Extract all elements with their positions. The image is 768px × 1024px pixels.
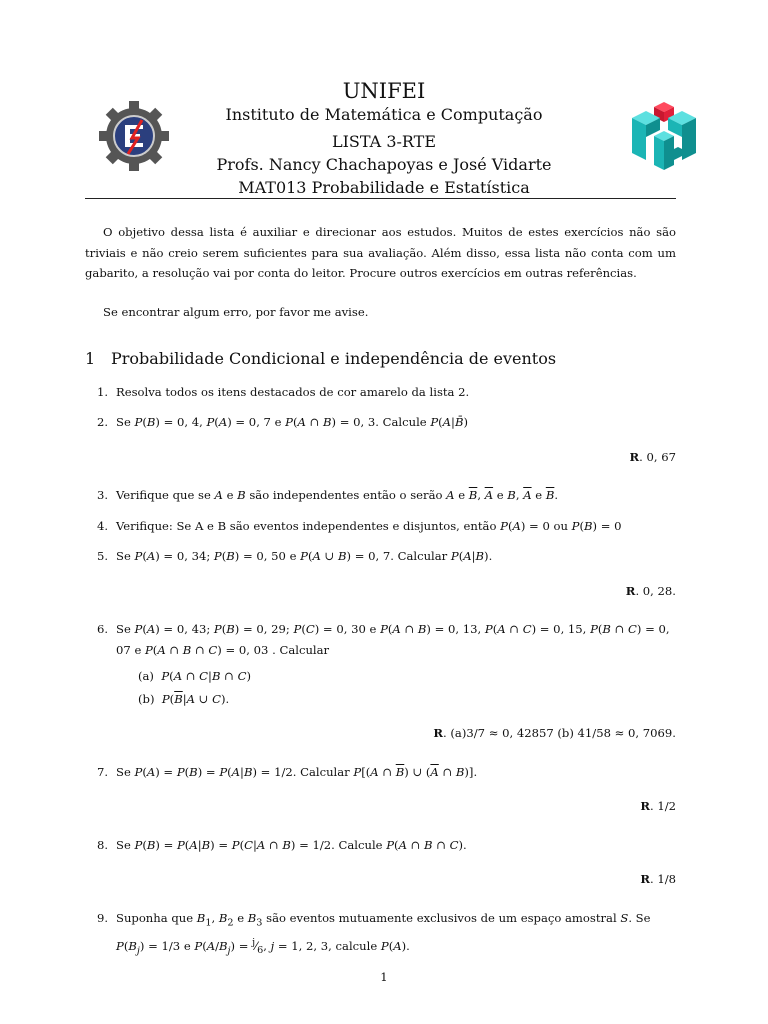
exercise-2: 2. Se P(B) = 0, 4, P(A) = 0, 7 e P(A ∩ B) = 0, 3. Calcule P(A|B̄) R. 0, 67 — [85, 412, 676, 467]
answer-8: R. 1/8 — [640, 872, 676, 886]
intro-paragraph: O objetivo dessa lista é auxiliar e direcionar aos estudos. Muitos de estes exercícios não são triviais e não creio serem suficientes para sua avaliação. Além disso, essa lista não conta com um gabarito, a resolução vai por conta do leitor. Procure outros exercícios em outras referências. — [85, 225, 676, 280]
exercise-4: 4. Verifique: Se A e B são eventos independentes e disjuntos, então P(A) = 0 ou P(B) = 0 — [97, 518, 622, 533]
exercise-9: 9. Suponha que $B_1$, $B_2$ e $B_3$ são eventos mutuamente exclusivos de um espaço amostral S. Se $P(B_j) = 1/3$ e $P(A/B_j)$ = $^j⁄_6$, j = 1, 2, 3, calcule P(A). — [97, 910, 651, 957]
exercise-1: 1. Resolva todos os itens destacados de cor amarelo da lista 2. — [97, 384, 470, 399]
page-number: 1 — [380, 970, 388, 984]
error-note: Se encontrar algum erro, por favor me avise. — [103, 304, 369, 319]
institute-name: Instituto de Matemática e Computação — [225, 105, 543, 124]
section-title: Probabilidade Condicional e independência de eventos — [111, 349, 557, 368]
section-number: 1 — [85, 349, 96, 368]
answer-7: R. 1/2 — [640, 799, 676, 813]
course-line: MAT013 Probabilidade e Estatística — [238, 178, 530, 197]
professors-line: Profs. Nancy Chachapoyas e José Vidarte — [216, 155, 552, 174]
list-title: LISTA 3-RTE — [331, 132, 437, 151]
exercise-7: 7. Se P(A) = P(B) = P(A|B) = 1/2. Calcular P[(A ∩ $\overline{B}$) ∪ ($\overline{A}$ ∩ B)]. R. 1/2 — [85, 762, 676, 817]
exercise-list — [85, 382, 676, 962]
answer-5: R. 0, 28. — [625, 583, 676, 598]
document-body — [85, 222, 676, 972]
university-name: UNIFEI — [342, 79, 426, 103]
answer-2: R. 0, 67 — [629, 449, 676, 464]
document-header — [0, 80, 768, 199]
exercise-8: 8. Se P(B) = P(A|B) = P(C|A ∩ B) = 1/2. Calcule P(A ∩ B ∩ C). R. 1/8 — [85, 835, 676, 890]
answer-6: R. (a)3/7 ≈ 0, 42857 (b) 41/58 ≈ 0, 7069. — [433, 726, 676, 740]
exercise-3: 3. Verifique que se A e B são independentes então o serão A e $\overline{B}$, $\overline{A}$ e B, $\overline{A}$ e $\overline{B}$. — [97, 488, 559, 502]
exercise-6a: (a) P(A ∩ C|B ∩ C) — [138, 669, 251, 683]
header-divider — [85, 198, 676, 199]
exercise-5: 5. Se P(A) = 0, 34; P(B) = 0, 50 e P(A ∪ B) = 0, 7. Calcular P(A|B). R. 0, 28. — [85, 546, 676, 601]
section-heading — [85, 349, 676, 370]
exercise-6: 6. Se P(A) = 0, 43; P(B) = 0, 29; P(C) = 0, 30 e P(A ∩ B) = 0, 13, P(A ∩ C) = 0, 15, P(B ∩ C) = 0, 07 e P(A ∩ B ∩ C) = 0, 03 . Calcular (a) P(A ∩ C|B ∩ C) (b) $P(\overline{B}|A$ ∪ C). R. (a)3/7 ≈ 0, 42857 (b) 41/58 ≈ 0, 7069. — [85, 619, 676, 744]
exercise-6b: (b) $P(\overline{B}|A$ ∪ C). — [138, 691, 230, 706]
